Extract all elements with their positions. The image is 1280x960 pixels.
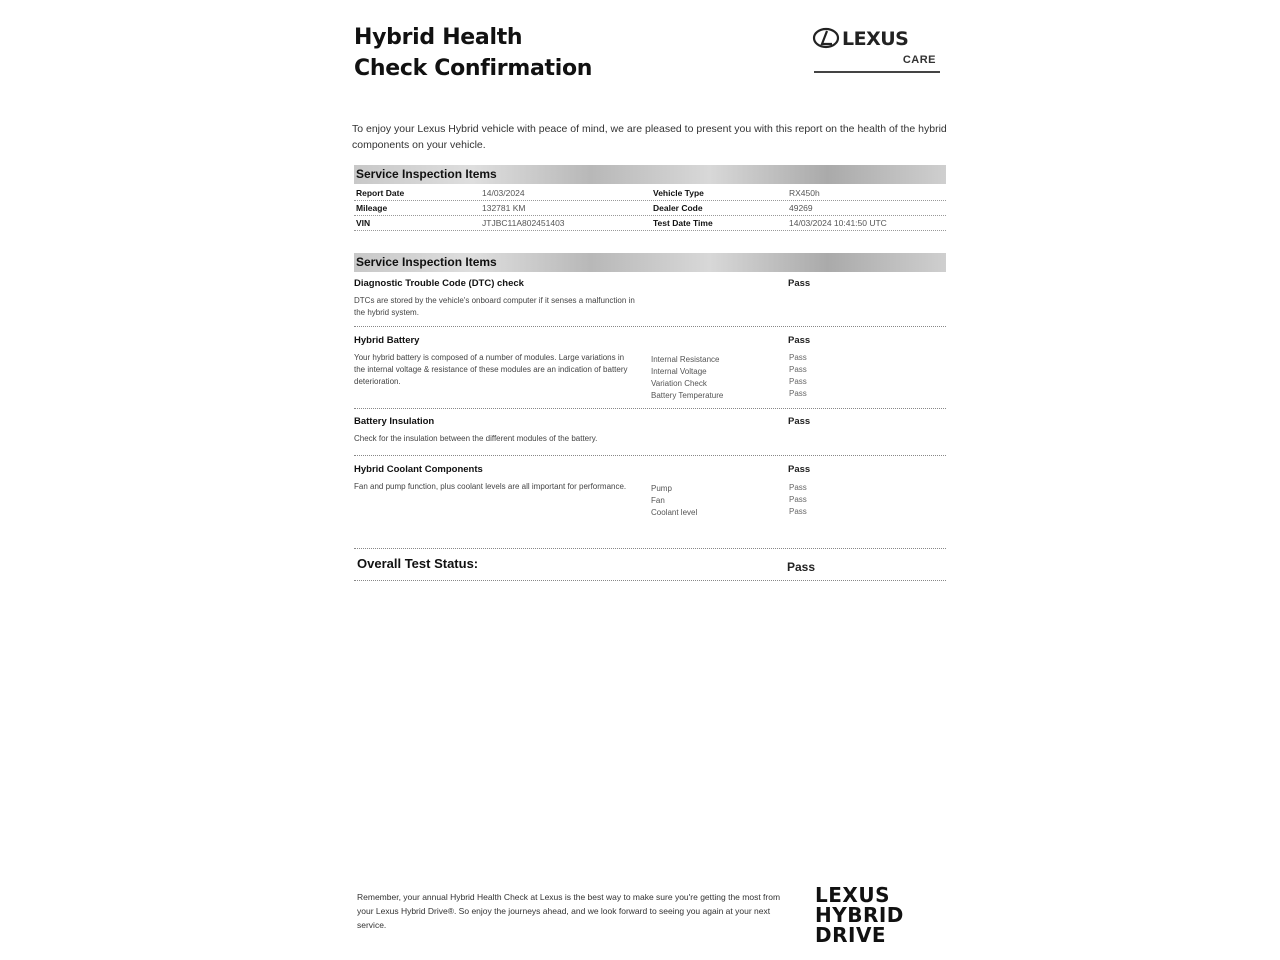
overall-status-label: Overall Test Status: — [357, 556, 479, 571]
brand-sub: CARE — [902, 54, 936, 66]
details-row — [354, 186, 946, 201]
details-value: RX450h — [789, 188, 820, 198]
check-name: Variation Check — [651, 379, 707, 388]
details-label: Report Date — [356, 188, 405, 198]
lexus-care-logo — [812, 25, 940, 77]
lexus-hybrid-drive-logo — [815, 885, 904, 945]
divider — [354, 455, 946, 456]
inspection-item-dtc — [354, 278, 946, 319]
item-title: Battery Insulation — [354, 416, 435, 427]
item-status: Pass — [788, 464, 811, 475]
title-line-2: Check Confirmation — [354, 56, 593, 81]
item-status: Pass — [788, 416, 811, 427]
details-label: Test Date Time — [653, 218, 713, 228]
divider — [354, 580, 946, 581]
details-row — [354, 216, 946, 231]
brand-underline — [814, 71, 940, 73]
brand-name: LEXUS — [842, 28, 909, 50]
check-result: Pass — [789, 377, 807, 386]
title-line-1: Hybrid Health — [354, 25, 523, 50]
check-result: Pass — [789, 365, 807, 374]
intro-paragraph: To enjoy your Lexus Hybrid vehicle with peace of mind, we are pleased to present you with this report on the health of the hybrid components on your vehicle. — [352, 123, 947, 151]
details-heading: Service Inspection Items — [356, 167, 497, 181]
logo-line-1: LEXUS — [815, 883, 890, 907]
check-result: Pass — [789, 389, 807, 398]
divider — [354, 326, 946, 327]
check-name: Fan — [651, 496, 665, 505]
check-name: Internal Voltage — [651, 367, 707, 376]
details-heading-band — [354, 165, 946, 184]
details-row — [354, 201, 946, 216]
details-table — [354, 186, 946, 231]
item-description: Fan and pump function, plus coolant levels are all important for performance. — [354, 482, 627, 491]
logo-line-3: DRIVE — [815, 923, 887, 947]
details-value: 14/03/2024 10:41:50 UTC — [789, 218, 887, 228]
inspection-heading-band — [354, 253, 946, 272]
details-label: VIN — [356, 218, 371, 228]
details-label: Dealer Code — [653, 203, 703, 213]
logo-line-2: HYBRID — [815, 903, 904, 927]
check-result: Pass — [789, 483, 807, 492]
check-result: Pass — [789, 353, 807, 362]
divider — [354, 408, 946, 409]
item-description: Check for the insulation between the different modules of the battery. — [354, 434, 598, 443]
check-name: Battery Temperature — [651, 391, 724, 400]
item-title: Hybrid Battery — [354, 335, 420, 346]
check-result: Pass — [789, 495, 807, 504]
inspection-heading: Service Inspection Items — [356, 255, 497, 269]
details-label: Vehicle Type — [653, 188, 704, 198]
item-status: Pass — [788, 278, 811, 289]
details-value: 49269 — [789, 203, 813, 213]
details-value: 132781 KM — [482, 203, 526, 213]
footer-text: Remember, your annual Hybrid Health Check at Lexus is the best way to make sure you're getting the most from your Lexus Hybrid Drive®. So enjoy the journeys ahead, and we look forward to seeing you again at your next service. — [357, 892, 781, 930]
details-value: 14/03/2024 — [482, 188, 525, 198]
inspection-item-coolant — [354, 464, 946, 522]
item-description: DTCs are stored by the vehicle's onboard computer if it senses a malfunction in the hybrid system. — [354, 296, 635, 317]
item-title: Diagnostic Trouble Code (DTC) check — [354, 278, 524, 289]
overall-status-value: Pass — [787, 560, 816, 574]
page-title — [354, 22, 592, 84]
item-title: Hybrid Coolant Components — [354, 464, 483, 475]
check-name: Coolant level — [651, 508, 698, 517]
item-description: Your hybrid battery is composed of a number of modules. Large variations in the internal voltage & resistance of these modules are an indication of battery deterioration. — [354, 353, 628, 386]
inspection-item-battery-insulation — [354, 416, 946, 445]
lexus-emblem-icon — [812, 27, 840, 49]
check-result: Pass — [789, 507, 807, 516]
check-name: Pump — [651, 484, 672, 493]
details-value: JTJBC11A802451403 — [482, 218, 565, 228]
details-label: Mileage — [356, 203, 388, 213]
check-name: Internal Resistance — [651, 355, 720, 364]
inspection-item-hybrid-battery — [354, 335, 946, 405]
divider — [354, 548, 946, 549]
item-status: Pass — [788, 335, 811, 346]
